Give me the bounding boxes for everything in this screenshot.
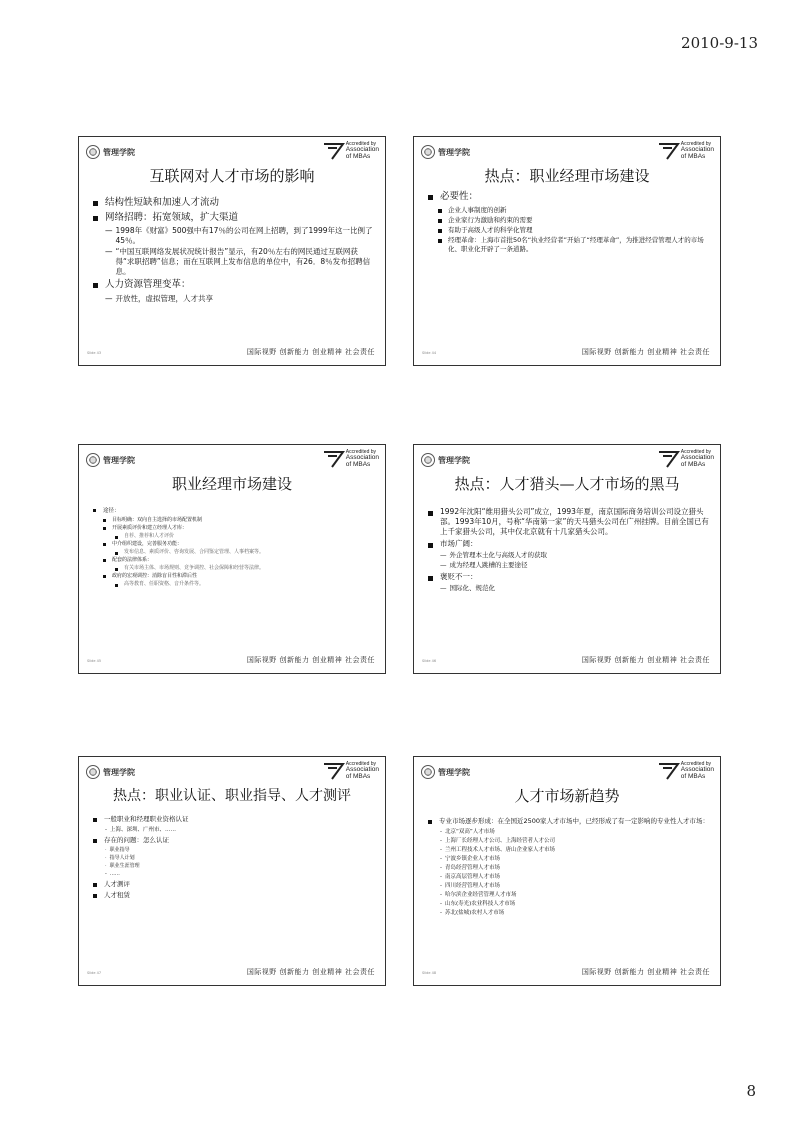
bullet-icon (93, 216, 98, 221)
school-logo (421, 451, 470, 469)
dash-text: 四川经营管理人才市场 (445, 883, 501, 889)
amba-accreditation (658, 449, 714, 469)
slide-thumbnail[interactable]: 管理学院 Accredited by Association of MBAs 互联网对人才市场的影响 结构性短缺和加速人才流动 网络招聘：拓宽领域，扩大渠道 — 1998年《财富》500强中有17％的公司在网上招聘，到了1999年这一比例了45％。 — “中国互联网络发展状况统计报告”显示，有20％左右的网民通过互联网获得“求职招聘”信息；而在互联网上发布信息的单位中，有26．8％发布招聘信息。 人力资源管理变革： — 开放性，虚拟管理，人才共享 Slide 43 国际视野 创新能力 创业精神 社会责任 (78, 136, 386, 366)
amba-accreditation (323, 449, 379, 469)
third-bullet-text: 自荐、推荐和人才评价 (124, 533, 175, 539)
logo-text: 管理学院 (103, 146, 135, 157)
slide-title: 热点：人才猎头—人才市场的黑马 (454, 475, 680, 493)
logo-text: 管理学院 (438, 454, 470, 465)
school-emblem-icon (86, 765, 100, 779)
bullet-icon (428, 820, 432, 824)
slide-thumbnail[interactable]: 管理学院 Accredited by Association of MBAs 热点：职业认证、职业指导、人才测评 一般职业和经理职业资格认证 - 上海、深圳、广州市、…… 存在的问题：怎么认证 · 职业指导 · 指导人计划 · 职业生涯管理 - …… 人才测评 人才租赁 Slide 47 国际视野 创新能力 创业精神 社会责任 (78, 756, 386, 986)
sub-bullet-icon (438, 229, 442, 233)
sub-bullet-icon (103, 527, 106, 530)
dash-text: “中国互联网络发展状况统计报告”显示，有20％左右的网民通过互联网获得“求职招聘”信息；而在互联网上发布信息的单位中，有26．8％发布招聘信息。 (115, 247, 371, 276)
dash-text: 上海、深圳、广州市、…… (110, 827, 177, 833)
dash-text: 北京“双高”人才市场 (445, 829, 495, 835)
accr-line3: of MBAs (345, 460, 371, 468)
accr-line3: of MBAs (680, 152, 706, 160)
school-emblem-icon (86, 453, 100, 467)
slide-thumbnail[interactable]: 管理学院 Accredited by Association of MBAs 人才市场新趋势 专业市场逐步形成：在全国近2500家人才市场中，已经形成了有一定影响的专业性人才市场： - 北京“双高”人才市场 - 上海厂长经理人才公司、上海经营者人才公司 - 兰州工程技术人才市场、唐山企业家人才市场 - 宁波乡镇企业人才市场 - 青岛经营管理人才市场 - 南京高层管理人才市场 - 四川经营管理人才市场 - 哈尔滨企业经营管理人才市场 - 山东(寿光)农业科技人才市场 - 苏北(盐城)农村人才市场 Slide 48 国际视野 创新能力 创业精神 社会责任 (413, 756, 721, 986)
sub-bullet-text: 有助于高级人才的科学化管理 (448, 225, 533, 234)
accr-line1: Accredited by (680, 448, 712, 455)
school-emblem-icon (421, 145, 435, 159)
logo-text: 管理学院 (438, 766, 470, 777)
school-logo (86, 451, 135, 469)
footer-motto: 国际视野 创新能力 创业精神 社会责任 (246, 968, 375, 976)
third-bullet-icon (115, 584, 118, 587)
bullet-icon (93, 509, 96, 512)
bullet-icon (93, 818, 97, 822)
accr-line3: of MBAs (345, 772, 371, 780)
accr-line1: Accredited by (680, 760, 712, 767)
accr-line3: of MBAs (680, 460, 706, 468)
sub-bullet-text: 中介组织建设，完善服务功能： (112, 541, 183, 547)
accr-line2: Association (345, 454, 379, 462)
third-bullet-text: 发布信息、素质评价、咨询发展、合同鉴定管理、人事档案等。 (124, 549, 265, 555)
slide-number: Slide 43 (87, 351, 102, 355)
page-date: 2010-9-13 (681, 34, 758, 52)
amba-accreditation (658, 761, 714, 781)
sub-bullet-icon (438, 209, 442, 213)
dash-text: 苏北(盐城)农村人才市场 (445, 910, 505, 916)
logo-text: 管理学院 (438, 146, 470, 157)
accr-line2: Association (345, 146, 379, 154)
slide-title: 热点：职业认证、职业指导、人才测评 (113, 788, 351, 804)
sub-bullet-text: 政府的宏观调控：消除盲目性和滞后性 (112, 573, 198, 579)
dash-text: 职业指导 (109, 847, 130, 853)
dash-text: 国际化、规范化 (449, 584, 495, 592)
bullet-text: 人才测评 (104, 880, 130, 888)
sub-bullet-icon (103, 519, 106, 522)
bullet-text: 市场广阔： (440, 539, 478, 548)
amba-logo-icon (323, 450, 345, 468)
sub-bullet-text: 企业家行为激励和约束的需要 (448, 215, 533, 224)
amba-accreditation (323, 761, 379, 781)
dash-text: 兰州工程技术人才市场、唐山企业家人才市场 (445, 847, 556, 853)
school-emblem-icon (421, 453, 435, 467)
bullet-icon (428, 511, 433, 516)
school-emblem-icon (421, 765, 435, 779)
slide-title: 热点：职业经理市场建设 (484, 167, 650, 185)
sub-bullet-text: 开展素质评价和建立经理人才库： (112, 525, 188, 531)
bullet-text: 必要性： (440, 191, 479, 202)
dash-text: …… (109, 871, 120, 877)
sub-bullet-text: 配套的法律体系： (112, 557, 153, 563)
accr-line1: Accredited by (345, 760, 377, 767)
bullet-icon (93, 839, 97, 843)
dash-text: 职业生涯管理 (109, 863, 140, 869)
slide-number: Slide 48 (422, 971, 437, 975)
school-logo (86, 763, 135, 781)
footer-motto: 国际视野 创新能力 创业精神 社会责任 (581, 348, 710, 356)
third-bullet-icon (115, 536, 118, 539)
bullet-icon (93, 283, 98, 288)
dash-text: 指导人计划 (109, 855, 135, 861)
sub-bullet-icon (438, 219, 442, 223)
slide-number: Slide 45 (87, 659, 102, 663)
sub-bullet-icon (103, 575, 106, 578)
bullet-text: 人力资源管理变革： (105, 279, 191, 290)
sub-bullet-text: 经理革命：上海市首批50名“执业经营者”开始了“经理革命”，为推进经营管理人才的市场化、职业化开辟了一条道路。 (448, 235, 704, 253)
footer-motto: 国际视野 创新能力 创业精神 社会责任 (581, 968, 710, 976)
dash-text: 山东(寿光)农业科技人才市场 (445, 901, 516, 907)
slide-thumbnail[interactable] (413, 136, 721, 366)
slide-title: 人才市场新趋势 (514, 787, 620, 805)
accr-line2: Association (345, 766, 379, 774)
slide-thumbnail[interactable] (78, 444, 386, 674)
sub-bullet-icon (103, 543, 106, 546)
third-bullet-icon (115, 552, 118, 555)
dash-text: 成为经理人跳槽的主要途径 (449, 561, 528, 569)
bullet-icon (93, 883, 97, 887)
dash-text: 外企管理本土化与高级人才的获取 (449, 551, 547, 559)
slide-title: 互联网对人才市场的影响 (149, 167, 315, 185)
dash-text: 开放性，虚拟管理，人才共享 (115, 293, 213, 303)
third-bullet-text: 有关市场主体、市场规则、竞争调控、社会保障和经营等法律。 (124, 565, 265, 571)
school-emblem-icon (86, 145, 100, 159)
slide-number: Slide 46 (422, 659, 437, 663)
sub-bullet-icon (438, 239, 442, 243)
bullet-icon (428, 576, 433, 581)
school-logo (86, 143, 135, 161)
accr-line1: Accredited by (345, 448, 377, 455)
accr-line2: Association (680, 766, 714, 774)
dash-text: 哈尔滨企业经营管理人才市场 (445, 892, 517, 898)
accr-line3: of MBAs (345, 152, 371, 160)
bullet-icon (428, 195, 433, 200)
sub-bullet-icon (103, 559, 106, 562)
amba-accreditation (323, 141, 379, 161)
amba-logo-icon (658, 762, 680, 780)
slide-title: 职业经理市场建设 (171, 475, 292, 493)
school-logo (421, 763, 470, 781)
bullet-icon (428, 543, 433, 548)
bullet-text: 人才租赁 (104, 891, 130, 899)
bullet-text: 专业市场逐步形成：在全国近2500家人才市场中，已经形成了有一定影响的专业性人才市场： (439, 817, 710, 825)
amba-logo-icon (323, 762, 345, 780)
bullet-icon (93, 201, 98, 206)
bullet-text: 一般职业和经理职业资格认证 (104, 815, 189, 823)
sub-bullet-text: 企业人事制度的创新 (448, 205, 507, 214)
footer-motto: 国际视野 创新能力 创业精神 社会责任 (246, 348, 375, 356)
accr-line3: of MBAs (680, 772, 706, 780)
accr-line1: Accredited by (680, 140, 712, 147)
dash-text: 上海厂长经理人才公司、上海经营者人才公司 (445, 838, 556, 844)
school-logo (421, 143, 470, 161)
footer-motto: 国际视野 创新能力 创业精神 社会责任 (246, 656, 375, 664)
slide-thumbnail[interactable]: 管理学院 Accredited by Association of MBAs 热点：人才猎头—人才市场的黑马 1992年沈阳“维用猎头公司”成立，1993年夏，南京国际商务培训公司设立猎头部。1993年10月，号称“华南第一家”的天马猎头公司在广州挂牌。目前全国已有上千家猎头公司，其中仅北京就有十几家猎头公司。 市场广阔： — 外企管理本土化与高级人才的获取 — 成为经理人跳槽的主要途径 褒贬不一： — 国际化、规范化 Slide 46 国际视野 创新能力 创业精神 社会责任 (413, 444, 721, 674)
third-bullet-icon (115, 568, 118, 571)
dash-text: 南京高层管理人才市场 (445, 874, 501, 880)
amba-logo-icon (658, 450, 680, 468)
accr-line2: Association (680, 146, 714, 154)
bullet-text: 1992年沈阳“维用猎头公司”成立，1993年夏，南京国际商务培训公司设立猎头部。1993年10月，号称“华南第一家”的天马猎头公司在广州挂牌。目前全国已有上千家猎头公司，其中仅北京就有十几家猎头公司。 (440, 507, 709, 536)
accr-line2: Association (680, 454, 714, 462)
slide-number: Slide 44 (422, 351, 437, 355)
page-number: 8 (746, 1082, 756, 1100)
sub-bullet-text: 目标明确：双向自主选择的市场配置机制 (112, 517, 203, 523)
amba-logo-icon (658, 142, 680, 160)
bullet-text: 存在的问题：怎么认证 (104, 836, 169, 844)
footer-motto: 国际视野 创新能力 创业精神 社会责任 (581, 656, 710, 664)
bullet-text: 网络招聘：拓宽领域，扩大渠道 (105, 211, 239, 223)
slide-number: Slide 47 (87, 971, 102, 975)
amba-logo-icon (323, 142, 345, 160)
amba-accreditation (658, 141, 714, 161)
logo-text: 管理学院 (103, 454, 135, 465)
bullet-text: 结构性短缺和加速人才流动 (105, 197, 220, 208)
bullet-icon (93, 894, 97, 898)
dash-text: 宁波乡镇企业人才市场 (445, 856, 501, 862)
dash-text: 青岛经营管理人才市场 (445, 865, 501, 871)
dash-text: 1998年《财富》500强中有17％的公司在网上招聘，到了1999年这一比例了45％。 (115, 226, 373, 245)
accr-line1: Accredited by (345, 140, 377, 147)
third-bullet-text: 高等教育、任职资格、音升条件等。 (124, 581, 205, 587)
bullet-text: 途径： (103, 508, 120, 514)
logo-text: 管理学院 (103, 766, 135, 777)
bullet-text: 褒贬不一： (440, 572, 478, 581)
